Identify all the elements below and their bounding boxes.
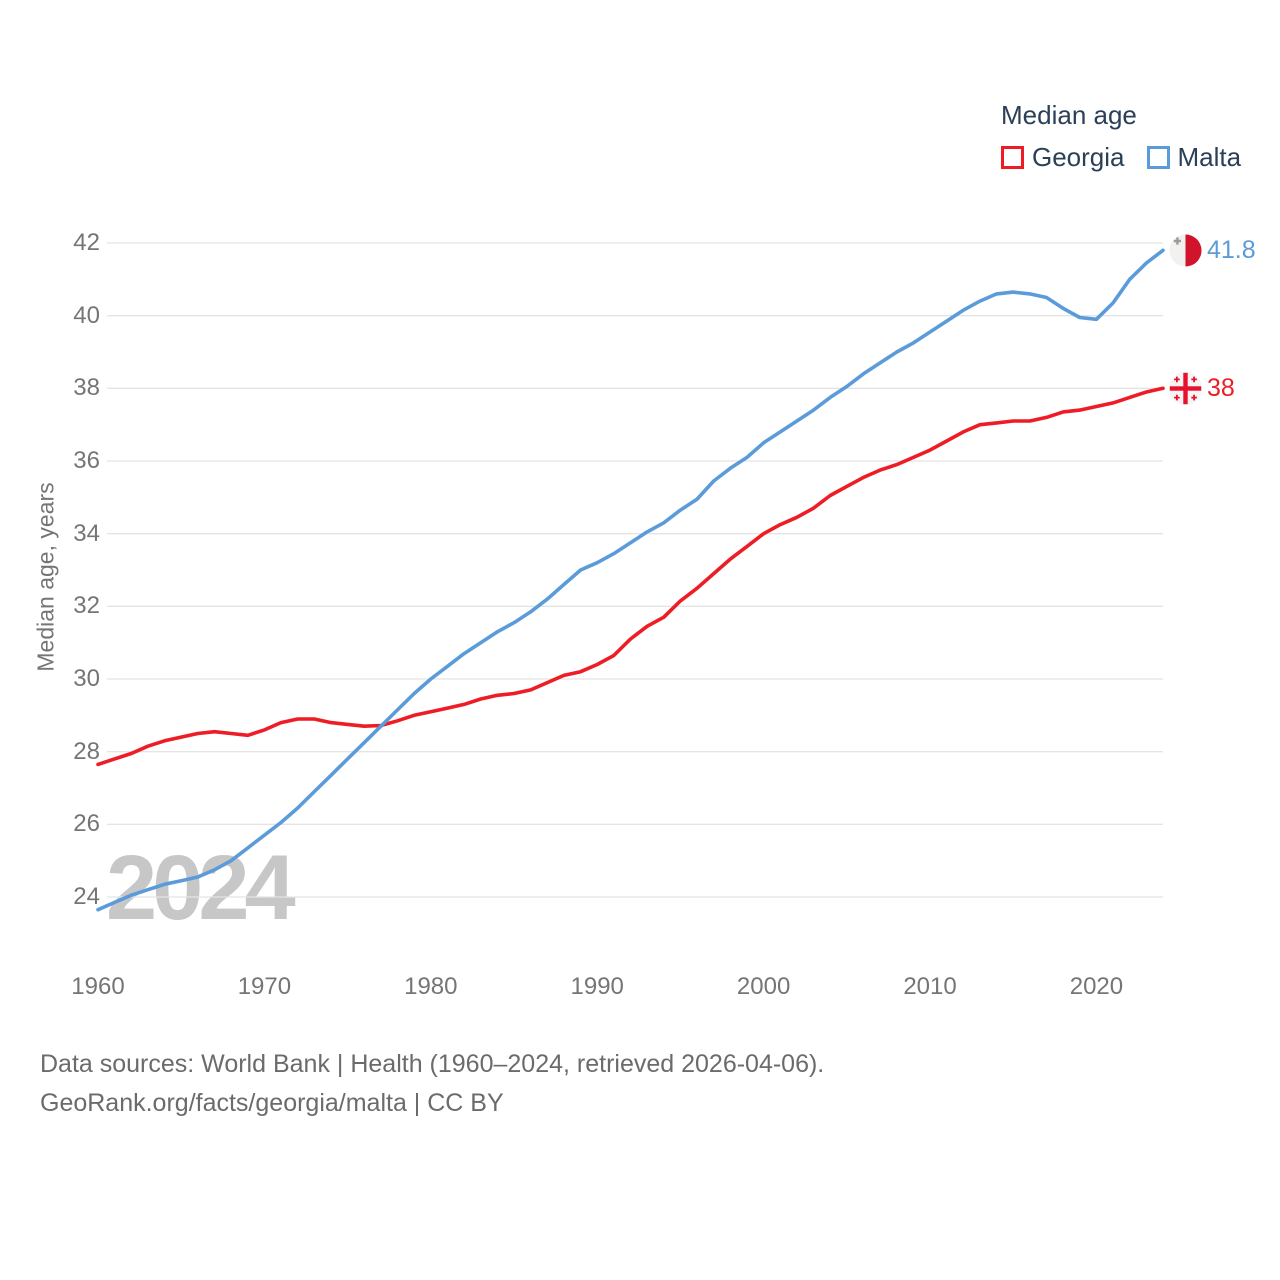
y-axis-title: Median age, years xyxy=(32,482,59,672)
legend-title: Median age xyxy=(1001,100,1137,130)
georgia-end-value: 38 xyxy=(1207,373,1235,402)
y-tick-label: 34 xyxy=(73,519,100,547)
y-tick-label: 40 xyxy=(73,301,100,329)
legend-items xyxy=(1001,142,1241,173)
x-tick-label: 2020 xyxy=(1069,973,1124,1000)
georgia-flag-icon xyxy=(1169,372,1202,405)
x-tick-label: 1960 xyxy=(71,973,125,1000)
year-watermark: 2024 xyxy=(106,837,291,939)
x-tick-label: 1980 xyxy=(404,973,458,1000)
y-tick-label: 30 xyxy=(73,665,100,692)
y-tick-label: 38 xyxy=(73,374,100,402)
y-tick-label: 26 xyxy=(73,810,100,838)
malta-end-label xyxy=(1169,234,1256,267)
legend-item-georgia[interactable] xyxy=(1001,142,1125,173)
attribution-line: GeoRank.org/facts/georgia/malta | CC BY xyxy=(40,1089,504,1117)
georgia-series-line[interactable] xyxy=(98,388,1163,764)
x-tick-label: 2010 xyxy=(903,973,957,1000)
malta-swatch-icon xyxy=(1147,146,1170,169)
malta-series-line[interactable] xyxy=(98,250,1163,909)
data-sources-line: Data sources: World Bank | Health (1960–2024, retrieved 2026-04-06). xyxy=(40,1050,825,1078)
malta-flag-icon xyxy=(1169,234,1202,267)
georgia-end-label xyxy=(1169,372,1235,405)
footer-credits xyxy=(40,1045,824,1123)
y-tick-label: 36 xyxy=(73,447,100,474)
y-tick-label: 32 xyxy=(73,592,100,620)
legend-item-malta[interactable] xyxy=(1147,142,1242,173)
x-tick-label: 1970 xyxy=(237,973,292,1000)
legend xyxy=(1001,100,1241,173)
x-tick-label: 2000 xyxy=(736,973,791,1000)
legend-label-georgia: Georgia xyxy=(1032,142,1125,172)
y-tick-label: 28 xyxy=(73,737,100,765)
y-tick-label: 42 xyxy=(73,229,100,256)
x-tick-label: 1990 xyxy=(570,973,624,1000)
legend-label-malta: Malta xyxy=(1177,142,1242,172)
georgia-swatch-icon xyxy=(1001,146,1024,169)
malta-end-value: 41.8 xyxy=(1207,235,1256,264)
y-tick-label: 24 xyxy=(73,883,100,910)
